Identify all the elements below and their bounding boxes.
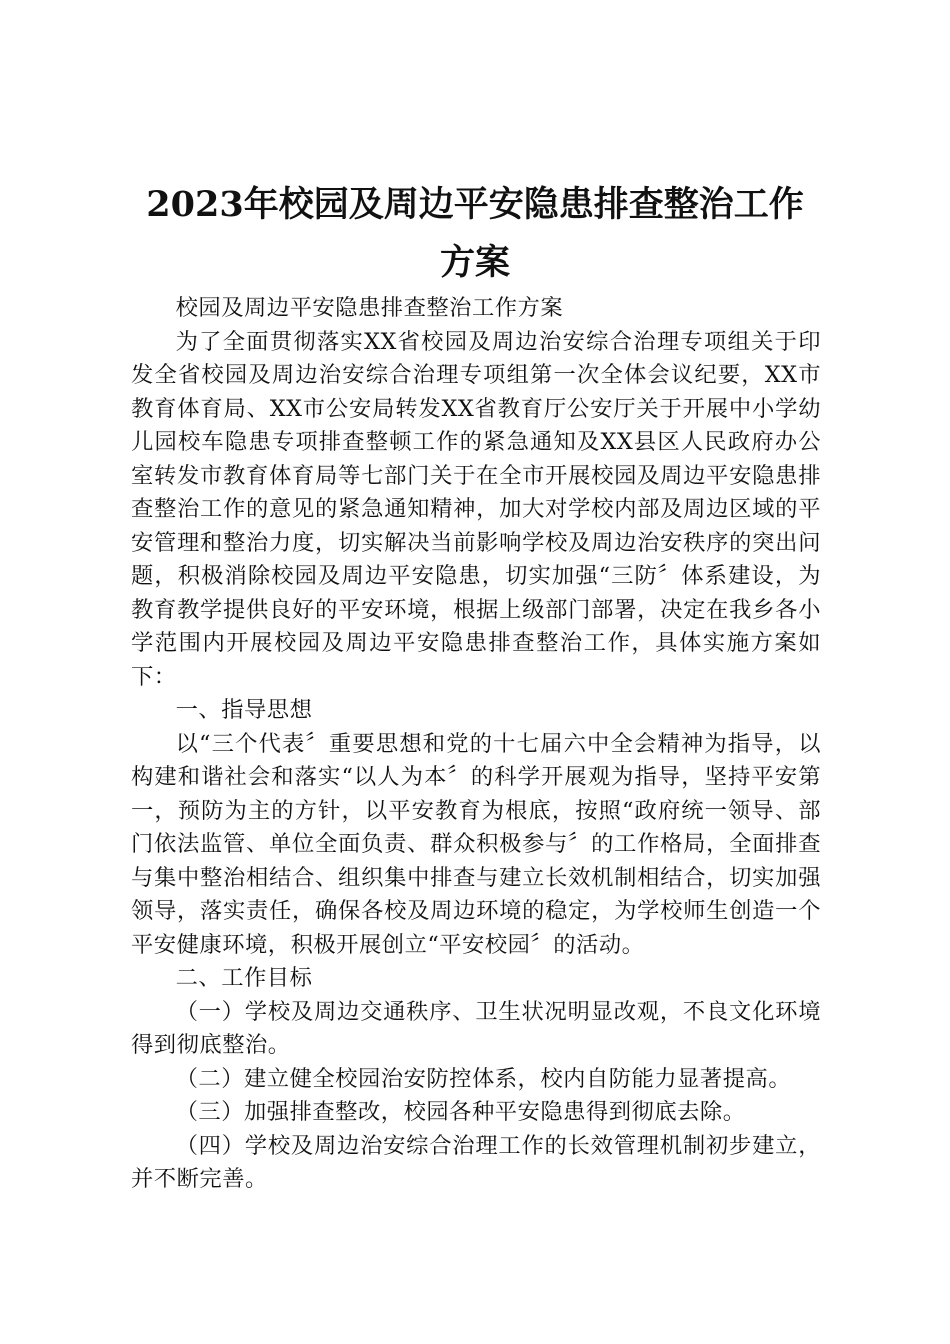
paragraph-intro: 为了全面贯彻落实XX省校园及周边治安综合治理专项组关于印发全省校园及周边治安综合治理专项组第一次全体会议纪要，XX市教育体育局、XX市公安局转发XX省教育厅公安厅关于开展中小学幼儿园校车隐患专项排查整顿工作的紧急通知及XX县区人民政府办公室转发市教育体育局等七部门关于在全市开展校园及周边平安隐患排查整治工作的意见的紧急通知精神，加大对学校内部及周边区域的平安管理和整治力度，切实解决当前影响学校及周边治安秩序的突出问题，积极消除校园及周边平安隐患，切实加强“三防〞体系建设，为教育教学提供良好的平安环境，根据上级部门部署，决定在我乡各小学范围内开展校园及周边平安隐患排查整治工作，具体实施方案如下： bbox=[131, 328, 821, 690]
goal-item-4: （四）学校及周边治安综合治理工作的长效管理机制初步建立，并不断完善。 bbox=[131, 1132, 821, 1192]
paragraph-guiding-ideology: 以“三个代表〞重要思想和党的十七届六中全会精神为指导，以构建和谐社会和落实“以人为本〞的科学开展观为指导，坚持平安第一，预防为主的方针，以平安教育为根底，按照“政府统一领导、部门依法监管、单位全面负责、群众积极参与〞的工作格局，全面排查与集中整治相结合、组织集中排查与建立长效机制相结合，切实加强领导，落实责任，确保各校及周边环境的稳定，为学校师生创造一个平安健康环境，积极开展创立“平安校园〞的活动。 bbox=[131, 730, 821, 958]
document-title: 2023年校园及周边平安隐患排查整治工作方案 bbox=[146, 184, 804, 283]
document-body bbox=[131, 292, 821, 1197]
goal-item-2: （二）建立健全校园治安防控体系，校内自防能力显著提高。 bbox=[175, 1065, 792, 1092]
section-heading-guiding-ideology: 一、指导思想 bbox=[175, 697, 313, 723]
section-heading-work-goals: 二、工作目标 bbox=[175, 965, 313, 991]
paragraph-subtitle: 校园及周边平安隐患排查整治工作方案 bbox=[175, 295, 564, 321]
goal-item-3: （三）加强排查整改，校园各种平安隐患得到彻底去除。 bbox=[175, 1099, 746, 1125]
goal-item-1: （一）学校及周边交通秩序、卫生状况明显改观，不良文化环境得到彻底整治。 bbox=[131, 998, 821, 1058]
